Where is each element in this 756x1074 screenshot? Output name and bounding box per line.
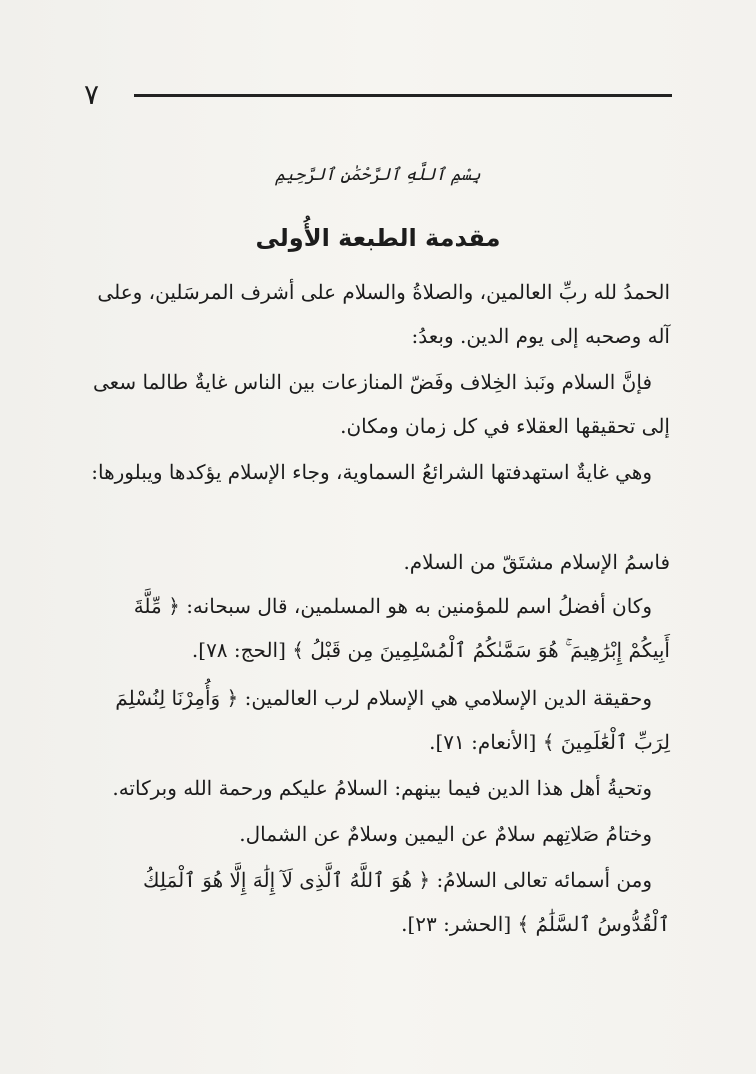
header-rule bbox=[134, 94, 672, 97]
page-number: ٧ bbox=[84, 78, 100, 111]
paragraph-5: وكان أفضلُ اسم للمؤمنين به هو المسلمين، قال سبحانه: ﴿ مِّلَّةَ أَبِيكُمْ إِبْرَٰهِيمَ ۚ هُوَ سَمَّىٰكُمُ ٱلْمُسْلِمِينَ مِن قَبْلُ ﴾ [الحج: ٧٨]. bbox=[133, 594, 670, 662]
paragraph-8: وختامُ صَلاتِهم سلامٌ عن اليمين وسلامٌ عن الشمال. bbox=[239, 822, 652, 846]
section-heading: مقدمة الطبعة الأُولى bbox=[255, 224, 501, 252]
paragraph-9: ومن أسمائه تعالى السلامُ: ﴿ هُوَ ٱللَّهُ ٱلَّذِى لَآ إِلَٰهَ إِلَّا هُوَ ٱلْمَلِكُ ٱلْقُدُّوسُ ٱلسَّلَٰمُ ﴾ [الحشر: ٢٣]. bbox=[143, 868, 670, 936]
paragraph-7: وتحيةُ أهل هذا الدين فيما بينهم: السلامُ عليكم ورحمة الله وبركاته. bbox=[112, 776, 652, 800]
paragraph-2: فإنَّ السلام ونَبذ الخِلاف وفَضّ المنازعات بين الناس غايةٌ طالما سعى إلى تحقيقها العقلاء في كل زمان ومكان. bbox=[93, 370, 670, 438]
paragraph-1: الحمدُ لله ربِّ العالمين، والصلاةُ والسلام على أشرف المرسَلين، وعلى آله وصحبه إلى يوم الدين. وبعدُ: bbox=[97, 280, 670, 348]
paragraph-4: فاسمُ الإسلام مشتَقّ من السلام. bbox=[403, 550, 670, 574]
basmala: بِسْمِ ٱللَّهِ ٱلرَّحْمَٰنِ ٱلرَّحِيمِ bbox=[275, 165, 481, 185]
paragraph-3: وهي غايةٌ استهدفتها الشرائعُ السماوية، وجاء الإسلام يؤكدها ويبلورها: bbox=[91, 460, 652, 484]
paragraph-6: وحقيقة الدين الإسلامي هي الإسلام لرب العالمين: ﴿ وَأُمِرْنَا لِنُسْلِمَ لِرَبِّ ٱلْعَٰلَمِينَ ﴾ [الأنعام: ٧١]. bbox=[115, 686, 670, 754]
